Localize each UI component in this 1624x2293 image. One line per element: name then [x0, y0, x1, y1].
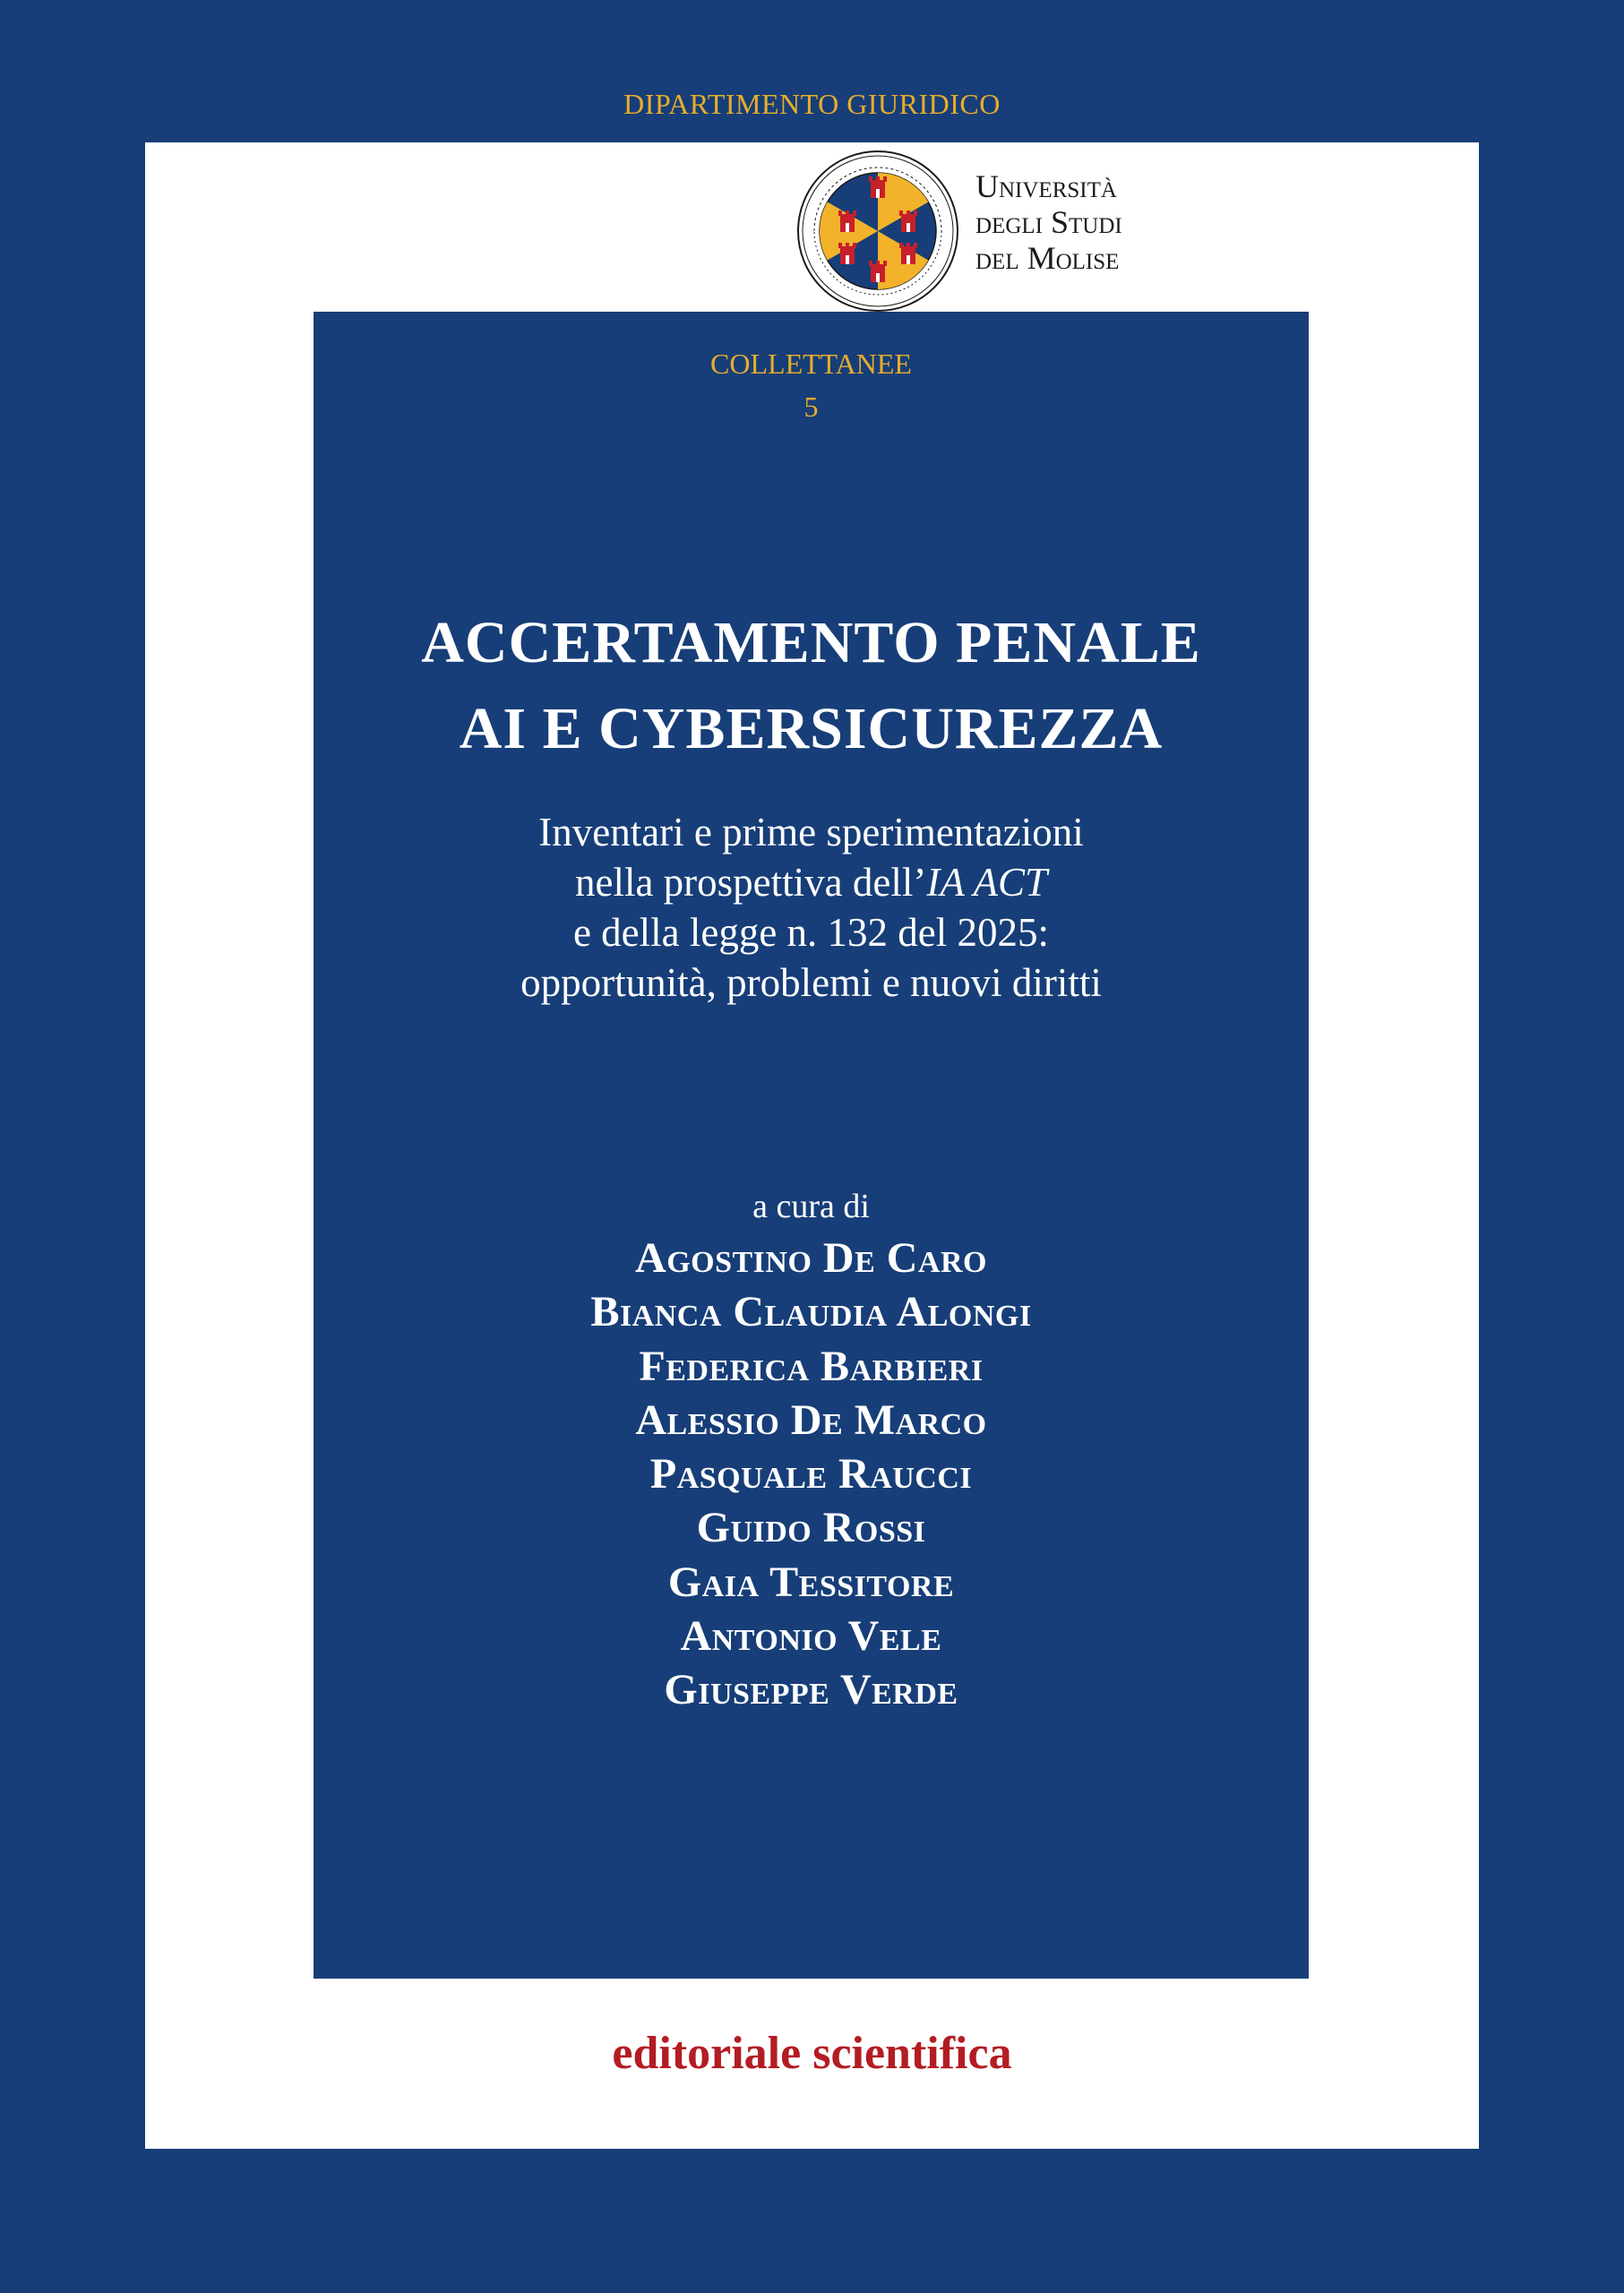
- editors-intro: a cura di: [752, 1188, 870, 1225]
- editor-name: Agostino De Caro: [635, 1234, 987, 1282]
- editor-name: Pasquale Raucci: [649, 1450, 973, 1499]
- editor-name: Federica Barbieri: [639, 1342, 984, 1390]
- book-title-line-1: ACCERTAMENTO PENALE: [421, 610, 1201, 675]
- editor-name: Alessio De Marco: [635, 1396, 987, 1444]
- university-logo: [651, 142, 1153, 313]
- university-seal-icon: [796, 150, 959, 313]
- book-title: [314, 600, 1309, 772]
- editor-name: Bianca Claudia Alongi: [590, 1288, 1032, 1336]
- university-name-line-1: Università: [975, 168, 1117, 204]
- subtitle-line-2-italic: IA ACT: [926, 860, 1047, 905]
- book-subtitle: [314, 807, 1309, 1008]
- series-block: [314, 342, 1309, 428]
- title-panel: [314, 312, 1309, 1979]
- university-name-line-3: del Molise: [975, 240, 1120, 276]
- series-name: COLLETTANEE: [710, 348, 912, 380]
- department-label: DIPARTIMENTO GIURIDICO: [623, 88, 1001, 120]
- subtitle-line-2: [314, 857, 1309, 907]
- subtitle-line-1: Inventari e prime sperimentazioni: [538, 810, 1084, 855]
- university-name: [975, 168, 1122, 276]
- subtitle-line-4: opportunità, problemi e nuovi diritti: [520, 960, 1102, 1005]
- cover-frame: [145, 142, 1479, 2149]
- editor-name: Giuseppe Verde: [664, 1666, 958, 1714]
- editor-name: Antonio Vele: [680, 1612, 942, 1661]
- series-number: 5: [803, 391, 819, 423]
- subtitle-line-3: e della legge n. 132 del 2025:: [572, 910, 1050, 955]
- editors-list: [314, 1232, 1309, 1718]
- publisher-name: editoriale scientifica: [612, 2028, 1012, 2079]
- subtitle-line-2-prefix: nella prospettiva dell’: [574, 860, 927, 905]
- editor-name: Gaia Tessitore: [667, 1558, 955, 1606]
- book-title-line-2: AI E CYBERSICUREZZA: [459, 696, 1164, 761]
- editor-name: Guido Rossi: [696, 1504, 926, 1552]
- university-name-line-2: degli Studi: [975, 204, 1122, 240]
